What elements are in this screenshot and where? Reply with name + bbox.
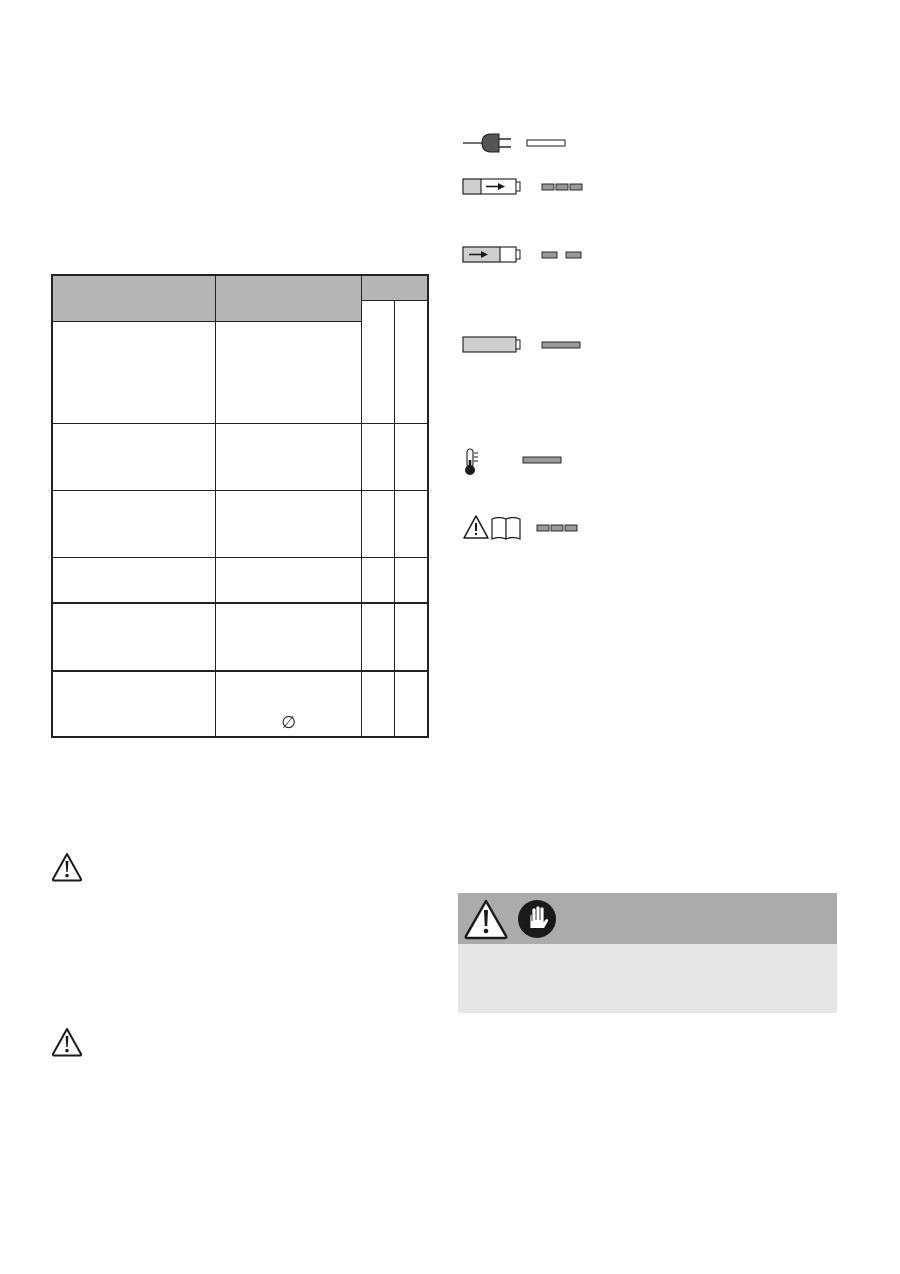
warning-triangle-icon: [463, 898, 509, 940]
table-cell-a: [362, 603, 395, 671]
header-cell-spec: [52, 275, 215, 321]
table-cell-b: [395, 490, 428, 557]
legend-item-warning-manual: [462, 513, 587, 543]
legend-item-battery-full: [462, 334, 587, 356]
warning-manual-icon: [464, 516, 520, 539]
table-cell-value: [215, 557, 361, 603]
diameter-icon: ∅: [281, 713, 297, 733]
table-row: [52, 490, 428, 557]
table-cell-value: [215, 603, 361, 671]
outline-bar-indicator: [527, 140, 565, 146]
table-header-row: [52, 275, 428, 300]
battery-charging-icon: [463, 179, 520, 194]
legend-item-plug: [462, 130, 572, 156]
solid-bar-indicator: [523, 457, 561, 463]
solid-bar-indicator: [542, 342, 580, 348]
table-cell-b: [395, 671, 428, 737]
table-row: [52, 671, 428, 737]
table-cell-spec: [52, 603, 215, 671]
three-segment-bar-indicator: [537, 525, 577, 531]
table-cell-spec: [52, 671, 215, 737]
three-segment-bar-indicator: [542, 184, 582, 190]
safety-panel: [458, 893, 837, 1013]
legend-item-battery-partial: [462, 244, 587, 266]
table-row: [52, 603, 428, 671]
table-cell-spec: [52, 490, 215, 557]
table-cell-spec: [52, 321, 215, 423]
table-cell-b: [395, 557, 428, 603]
safety-panel-body: [458, 944, 837, 1013]
table-row: [52, 423, 428, 490]
table-cell-a: [362, 490, 395, 557]
table-cell-b: [395, 603, 428, 671]
table-cell-value: [215, 490, 361, 557]
battery-full-icon: [463, 337, 520, 352]
table-cell-b: [395, 423, 428, 490]
table-cell-a: [362, 557, 395, 603]
subheader-cell-a: [362, 300, 395, 423]
header-cell-group: [362, 275, 428, 300]
table-cell-spec: [52, 557, 215, 603]
table-cell-value: [215, 321, 361, 423]
plug-icon: [463, 134, 511, 152]
subheader-cell-b: [395, 300, 428, 423]
table-cell-a: [362, 423, 395, 490]
battery-partial-icon: [463, 247, 520, 262]
table-row: [52, 557, 428, 603]
spec-table: [51, 274, 429, 738]
gloves-icon: [517, 899, 557, 939]
two-segment-bar-indicator: [542, 252, 581, 258]
legend-item-temperature: [462, 446, 572, 478]
table-cell-a: [362, 671, 395, 737]
table-cell-value: [215, 423, 361, 490]
safety-panel-header: [458, 893, 837, 944]
legend-item-battery-charging: [462, 176, 587, 198]
warning-triangle-icon: [51, 852, 83, 882]
header-cell-value: [215, 275, 361, 321]
warning-triangle-icon: [51, 1027, 83, 1057]
table-cell-value: [215, 671, 361, 737]
table-cell-spec: [52, 423, 215, 490]
thermometer-icon: [465, 449, 478, 475]
